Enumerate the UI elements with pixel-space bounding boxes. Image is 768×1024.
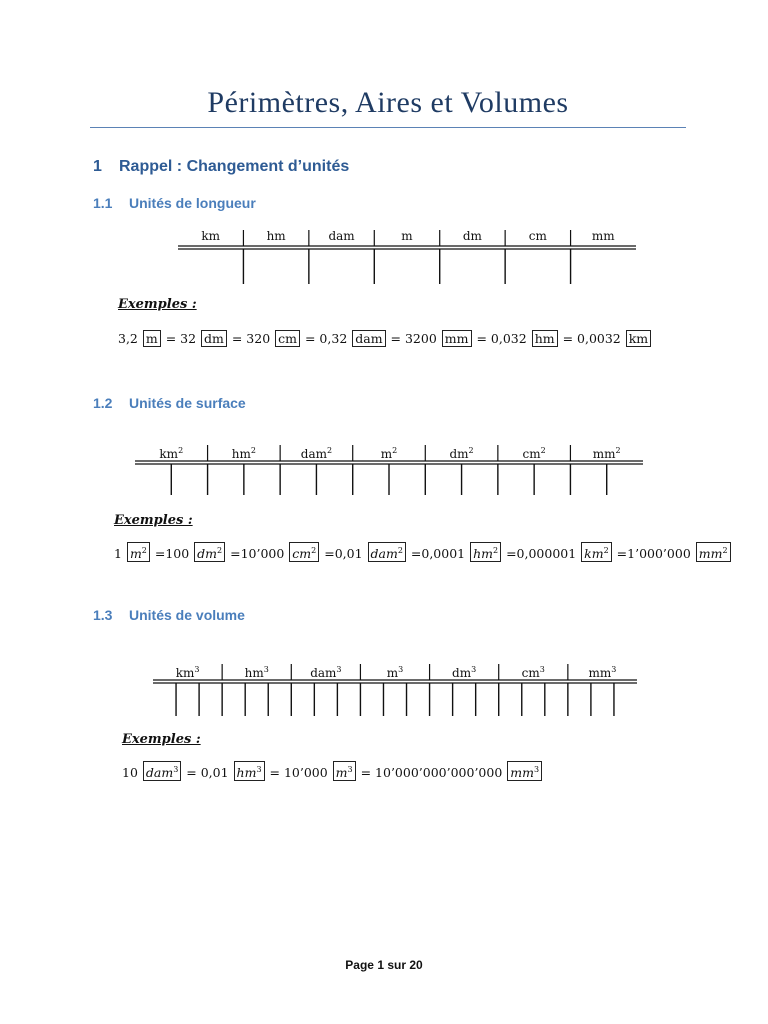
volume-examples-label: Exemples : — [122, 732, 201, 747]
surface-example-unit-box: $dm^2$ — [194, 542, 225, 562]
length-example-line — [118, 330, 652, 347]
surface-example-value: =0,000001 — [502, 546, 581, 562]
volume-unit-exponent: 3 — [336, 665, 342, 674]
volume-example-line — [122, 761, 543, 781]
longueur-example-value: = 32 — [161, 331, 201, 346]
surface-unit-exponent: 2 — [615, 446, 621, 455]
surface-unit-exponent: 2 — [468, 446, 474, 455]
longueur-unit-cm: cm — [528, 229, 547, 243]
surface-example-unit-box: $m^2$ — [127, 542, 150, 562]
volume-example-value: = 10’000 — [265, 765, 332, 781]
surface-unit-km: $km^2$ — [159, 446, 184, 461]
longueur-unit-m: m — [401, 229, 413, 243]
surface-example-unit-exponent: 2 — [722, 546, 728, 555]
longueur-unit-mm: mm — [591, 229, 615, 243]
surface-example-value: =0,0001 — [406, 546, 470, 562]
surface-example-unit-box: dam$^2$ — [368, 542, 406, 562]
longueur-example-value: = 320 — [227, 331, 275, 346]
longueur-example-unit-box: cm — [275, 330, 300, 347]
surface-example-value: =0,01 — [320, 546, 367, 562]
length-examples-label: Exemples : — [118, 297, 197, 312]
longueur-example-value: = 0,032 — [472, 331, 531, 346]
volume-example-unit-exponent: 3 — [533, 765, 540, 774]
surface-unit-exponent: 2 — [250, 446, 256, 455]
section-1-2-heading — [93, 395, 246, 411]
section-1-1-label: Unités de longueur — [129, 195, 256, 211]
surface-unit-exponent: 2 — [326, 446, 333, 455]
longueur-unit-dam: dam — [328, 229, 355, 243]
volume-unit-dam: dam$^3$ — [310, 665, 342, 680]
section-1-1-number: 1.1 — [93, 195, 113, 211]
title-underline — [90, 127, 686, 128]
surface-example-unit-exponent: 2 — [603, 546, 609, 555]
longueur-example-unit-box: dam — [352, 330, 385, 347]
volume-unit-km: $km^3$ — [175, 665, 200, 680]
surface-units-table — [135, 443, 643, 495]
surface-example-line — [114, 542, 732, 562]
volume-unit-exponent: 3 — [398, 665, 404, 674]
section-1-number: 1 — [93, 158, 102, 175]
longueur-example-unit-box: m — [143, 330, 161, 347]
surface-unit-dam: dam$^2$ — [300, 446, 333, 461]
surface-example-value: =1’000’000 — [612, 546, 695, 562]
surface-unit-mm: $mm^2$ — [592, 446, 621, 461]
surface-example-unit-exponent: 2 — [141, 546, 147, 555]
volume-unit-exponent: 3 — [263, 665, 269, 674]
section-1-3-label: Unités de volume — [129, 607, 245, 623]
longueur-example-unit-box: hm — [532, 330, 558, 347]
surface-unit-exponent: 2 — [392, 446, 398, 455]
surface-unit-cm: $cm^2$ — [522, 446, 546, 461]
surface-example-unit-box: $km^2$ — [581, 542, 612, 562]
longueur-unit-km: km — [201, 229, 221, 243]
volume-unit-dm: $dm^3$ — [452, 665, 477, 680]
longueur-unit-hm: hm — [266, 229, 286, 243]
surface-example-value: =100 — [150, 546, 194, 562]
volume-example-unit-box: $hm^3$ — [234, 761, 265, 781]
surface-unit-exponent: 2 — [178, 446, 184, 455]
longueur-example-value: 3,2 — [118, 331, 142, 346]
section-1-1-heading — [93, 195, 256, 211]
section-1-2-label: Unités de surface — [129, 395, 246, 411]
volume-example-unit-box: dam$^3$ — [143, 761, 181, 781]
volume-example-unit-exponent: 3 — [173, 765, 179, 774]
volume-unit-exponent: 3 — [611, 665, 617, 674]
page-title: Périmètres, Aires et Volumes — [207, 86, 569, 119]
volume-units-table — [153, 662, 637, 716]
longueur-example-unit-box: mm — [442, 330, 472, 347]
volume-unit-m: $m^3$ — [386, 665, 404, 680]
volume-example-value: = 0,01 — [182, 765, 233, 781]
section-1-heading — [93, 158, 349, 176]
volume-example-value: 10 — [122, 765, 142, 781]
surface-unit-hm: $hm^2$ — [231, 446, 256, 461]
volume-example-unit-exponent: 3 — [256, 765, 262, 774]
volume-unit-cm: $cm^3$ — [521, 665, 545, 680]
surface-example-value: 1 — [114, 546, 126, 562]
surface-unit-dm: $dm^2$ — [449, 446, 474, 461]
longueur-example-value: = 3200 — [386, 331, 441, 346]
volume-unit-mm: $mm^3$ — [588, 665, 617, 680]
volume-example-unit-exponent: 3 — [347, 765, 353, 774]
page-footer: Page 1 sur 20 — [345, 958, 423, 972]
section-1-label: Rappel : Changement d’unités — [119, 158, 350, 175]
section-1-3-heading — [93, 607, 245, 623]
volume-example-unit-box: $m^3$ — [333, 761, 356, 781]
surface-example-unit-exponent: 2 — [217, 546, 223, 555]
length-units-table — [178, 228, 636, 284]
surface-unit-m: $m^2$ — [380, 446, 398, 461]
volume-unit-hm: $hm^3$ — [244, 665, 269, 680]
surface-example-value: =10’000 — [226, 546, 289, 562]
surface-example-unit-box: $mm^2$ — [696, 542, 731, 562]
surface-example-unit-box: $hm^2$ — [470, 542, 501, 562]
longueur-example-value: = 0,32 — [301, 331, 352, 346]
volume-example-value: = 10’000’000’000’000 — [356, 765, 507, 781]
surface-unit-exponent: 2 — [540, 446, 546, 455]
longueur-unit-dm: dm — [462, 229, 482, 243]
surface-example-unit-exponent: 2 — [311, 546, 317, 555]
surface-example-unit-exponent: 2 — [397, 546, 403, 555]
volume-unit-exponent: 3 — [194, 665, 200, 674]
volume-unit-exponent: 3 — [471, 665, 477, 674]
surface-example-unit-box: $cm^2$ — [289, 542, 319, 562]
section-1-2-number: 1.2 — [93, 395, 113, 411]
longueur-example-unit-box: km — [626, 330, 651, 347]
surface-examples-label: Exemples : — [114, 513, 193, 528]
surface-example-unit-exponent: 2 — [493, 546, 499, 555]
section-1-3-number: 1.3 — [93, 607, 113, 623]
longueur-example-value: = 0,0032 — [558, 331, 625, 346]
volume-unit-exponent: 3 — [539, 665, 545, 674]
longueur-example-unit-box: dm — [201, 330, 227, 347]
volume-example-unit-box: $mm^3$ — [507, 761, 542, 781]
